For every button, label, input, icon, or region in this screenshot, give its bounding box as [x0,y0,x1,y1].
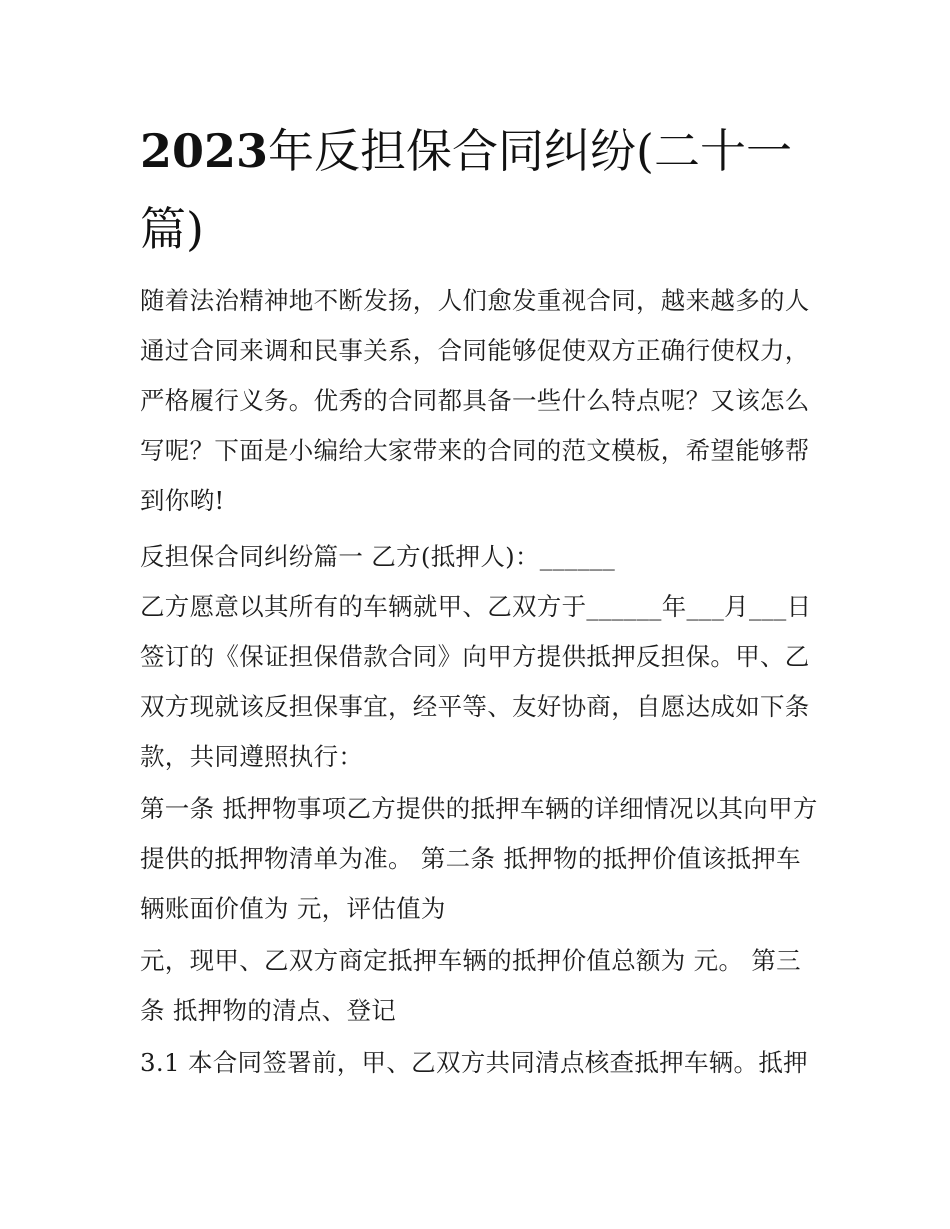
intro-paragraph: 随着法治精神地不断发扬，人们愈发重视合同，越来越多的人通过合同来调和民事关系，合同能够促使双方正确行使权力，严格履行义务。优秀的合同都具备一些什么特点呢？又该怎么写呢？下面是小编给大家带来的合同的范文模板，希望能够帮到你哟! [140,286,810,515]
title-year: 2023 [140,124,269,178]
agreement-paragraph: 乙方愿意以其所有的车辆就甲、乙双方于______年___月___日签订的《保证担保借款合同》向甲方提供抵押反担保。甲、乙双方现就该反担保事宜，经平等、友好协商，自愿达成如下条款，共同遵照执行： [140,592,812,771]
article-two-paragraph: 元，现甲、乙双方商定抵押车辆的抵押价值总额为 元。 第三条 抵押物的清点、登记 [140,946,801,1025]
article-one-paragraph: 第一条 抵押物事项乙方提供的抵押车辆的详细情况以其向甲方提供的抵押物清单为准。 第二条 抵押物的抵押价值该抵押车辆账面价值为 元，评估值为 [140,794,818,923]
article-three-paragraph: 3.1 本合同签署前，甲、乙双方共同清点核查抵押车辆。抵押 [140,1048,808,1077]
title-text: 年反担保合同纠纷(二十一篇) [140,124,792,256]
document-title [140,112,820,268]
section-heading-paragraph: 反担保合同纠纷篇一 乙方(抵押人)：______ [140,542,616,571]
